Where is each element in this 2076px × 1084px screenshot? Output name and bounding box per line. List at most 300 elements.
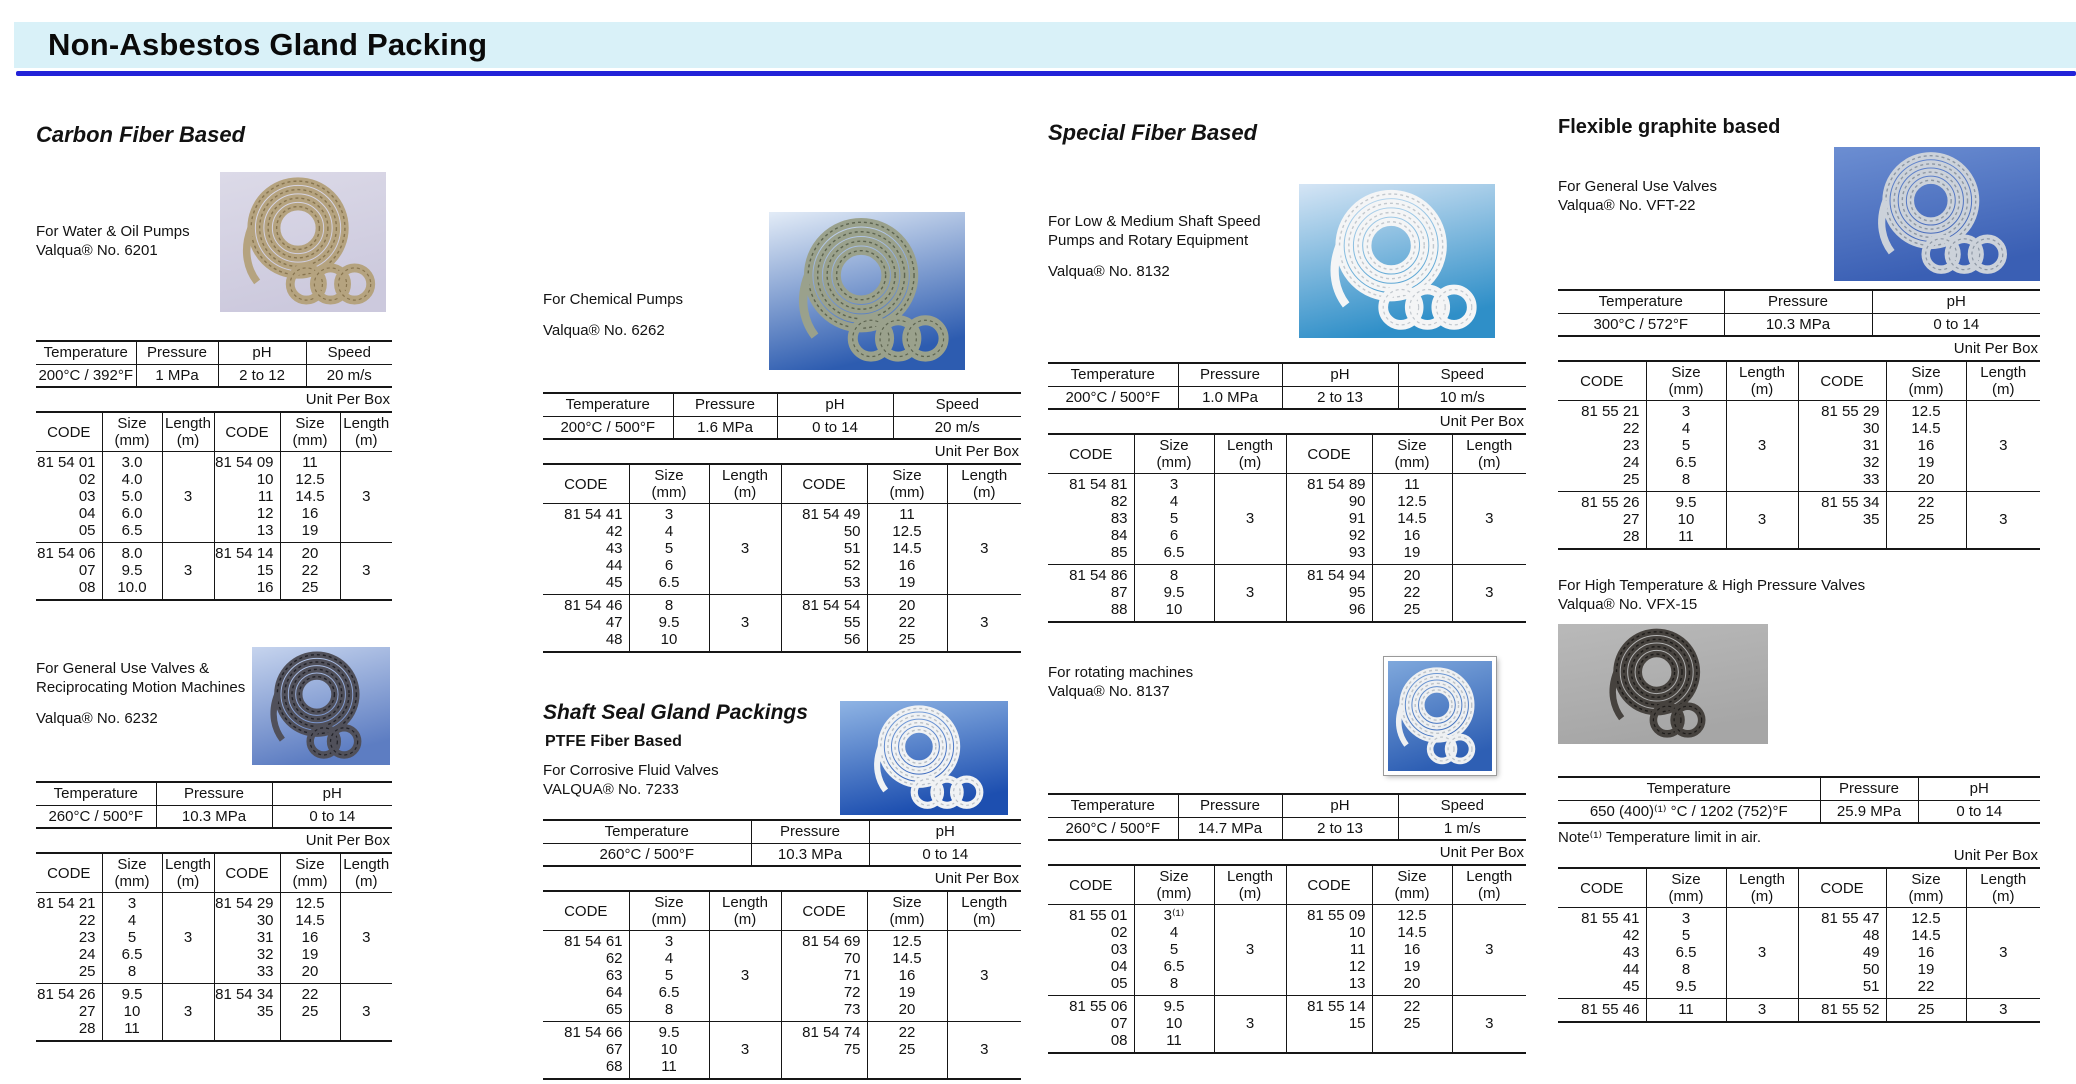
spec-value-cell: 200°C / 392°F	[38, 366, 134, 384]
length-cell: 3	[709, 1022, 781, 1080]
valqua-8137-desc-lines	[1048, 663, 1384, 701]
code-header-cell	[709, 464, 781, 504]
length-cell: 3	[1214, 996, 1286, 1054]
code-cell: 81 54 89 90 91 92 93	[1286, 474, 1372, 565]
code-header-cell	[1558, 361, 1646, 401]
unit-per-box-label: Unit Per Box	[305, 832, 390, 849]
unit-per-box-label: Unit Per Box	[1439, 413, 1524, 430]
code-header-line: CODE	[225, 864, 269, 882]
code-header-line: CODE	[1580, 372, 1624, 390]
spacer	[543, 309, 769, 321]
length-cell: 3	[1214, 474, 1286, 565]
valqua-vfx-15-note: Note⁽¹⁾ Temperature limit in air.	[1558, 829, 1761, 846]
code-header-line: Size	[1397, 437, 1427, 454]
code-header-cell	[1048, 865, 1134, 905]
code-cell: 81 54 81 82 83 84 85	[1069, 476, 1128, 561]
spec-value-row	[1048, 817, 1526, 840]
code-header-cell	[781, 891, 867, 931]
spec-header-cell: Pressure	[156, 782, 272, 805]
spec-value-cell: 2 to 13	[1282, 817, 1398, 840]
code-header-cell	[1798, 868, 1886, 908]
size-cell: 12.5 14.5 16 19 20	[1886, 401, 1966, 492]
spec-header-cell: pH	[1872, 290, 2040, 313]
code-header-line: (m)	[1750, 888, 1774, 905]
code-header-cell	[1966, 868, 2040, 908]
code-group-row	[1558, 492, 2040, 550]
valqua-6232-desc-lines	[36, 659, 252, 728]
code-header-line: (mm)	[1156, 885, 1192, 902]
valqua-8132	[1048, 184, 1526, 623]
length-cell: 3	[1966, 492, 2040, 550]
length-cell: 3	[1214, 905, 1286, 996]
length-cell: 3	[947, 931, 1021, 1022]
valqua-7233-top	[543, 701, 1021, 815]
code-header-line: Size	[1911, 364, 1941, 381]
code-cell: 81 54 06 07 08	[36, 543, 102, 601]
valqua-vft-22	[1558, 147, 2040, 550]
unit-per-box-label: Unit Per Box	[1439, 844, 1524, 861]
desc-line: For Chemical Pumps	[543, 291, 684, 308]
spec-value-cell: 0 to 14	[777, 416, 893, 439]
size-cell: 3 4 5 6.5 8	[102, 893, 162, 984]
code-header-line: Length	[1739, 871, 1785, 888]
code-header-cell	[280, 853, 340, 893]
carbon-fiber-heading: Carbon Fiber Based	[36, 122, 246, 147]
code-header-line: (mm)	[889, 911, 925, 928]
valqua-6232-description	[36, 647, 252, 728]
length-cell: 3	[709, 595, 781, 653]
code-header-line: CODE	[802, 902, 846, 920]
spec-value-cell: 260°C / 500°F	[48, 807, 144, 825]
desc-line: For rotating machines	[1048, 664, 1194, 681]
spec-value-row	[1558, 313, 2040, 336]
code-header-line: CODE	[47, 423, 91, 441]
spec-value-cell: 1.6 MPa	[673, 416, 777, 439]
code-group-row	[543, 595, 1021, 653]
length-cell: 3	[1726, 908, 1798, 999]
code-header-line: Length	[722, 467, 768, 484]
spec-value-cell: 300°C / 572°F	[1593, 315, 1689, 333]
code-header-line: Length	[1227, 868, 1273, 885]
code-table	[1048, 433, 1526, 623]
code-header-cell	[1646, 868, 1726, 908]
packing-coil-graphic	[220, 172, 386, 312]
valqua-vfx-15	[1558, 576, 2040, 1023]
code-group-row	[1558, 908, 2040, 999]
length-cell: 3	[1966, 999, 2040, 1023]
spec-header-cell: Temperature	[36, 341, 136, 364]
length-cell: 3	[1452, 905, 1526, 996]
code-header-cell	[1452, 434, 1526, 474]
size-cell: 22 25	[1372, 996, 1452, 1054]
size-cell: 11 12.5 14.5 16 19	[1372, 474, 1452, 565]
code-header-cell	[102, 853, 162, 893]
code-header-line: Length	[961, 467, 1008, 484]
desc-line: Valqua® No. 8137	[1048, 683, 1170, 700]
code-header-cell	[867, 891, 947, 931]
spec-value-row	[36, 364, 392, 387]
unit-per-box-label: Unit Per Box	[934, 870, 1019, 887]
size-cell: 8.0 9.5 10.0	[102, 543, 162, 601]
spec-header-cell: Temperature	[543, 393, 673, 416]
length-cell: 3	[340, 893, 392, 984]
valqua-8137	[1048, 657, 1526, 1054]
desc-line: Pumps and Rotary Equipment	[1048, 232, 1249, 249]
code-header-line: Size	[892, 467, 922, 484]
code-header-line: (m)	[1478, 454, 1501, 471]
code-header-line: Size	[1159, 868, 1189, 885]
valqua-7233-photo	[840, 701, 1008, 815]
spec-value-row	[543, 416, 1021, 439]
spec-value-cell: 10 m/s	[1398, 386, 1526, 409]
spec-value-cell: 20 m/s	[893, 416, 1021, 439]
size-cell: 22 25	[1886, 492, 1966, 550]
code-header-cell	[1214, 434, 1286, 474]
code-header-line: CODE	[47, 864, 91, 882]
code-table	[543, 890, 1021, 1080]
packing-coil-graphic	[1299, 184, 1495, 338]
valqua-7233-description	[543, 701, 840, 799]
code-header-cell	[1452, 865, 1526, 905]
length-cell: 3	[162, 452, 214, 543]
code-header-cell	[543, 464, 629, 504]
spec-header-row	[36, 782, 392, 805]
size-cell: 3 4 5 6 6.5	[1134, 474, 1214, 565]
size-cell: 12.5 14.5 16 19 22	[1886, 908, 1966, 999]
spec-value-cell: 1 MPa	[136, 364, 218, 387]
spec-header-cell: Pressure	[1178, 363, 1282, 386]
desc-line: For High Temperature & High Pressure Valves	[1558, 577, 1866, 594]
spec-value-cell: 260°C / 500°F	[599, 845, 695, 863]
size-cell: 3 4 5 6.5 8	[1646, 401, 1726, 492]
spec-value-row	[543, 843, 1021, 866]
spec-header-row	[1558, 777, 2040, 800]
code-group-row	[36, 452, 392, 543]
packing-coil-graphic	[252, 647, 390, 765]
spec-header-cell: Pressure	[673, 393, 777, 416]
valqua-8132-description	[1048, 184, 1299, 281]
code-header-line: CODE	[1069, 876, 1113, 894]
code-header-line: Length	[165, 415, 211, 432]
code-group-row	[543, 504, 1021, 595]
code-header-cell	[1886, 361, 1966, 401]
code-header-line: Length	[1466, 868, 1513, 885]
packing-coil-graphic	[769, 212, 965, 370]
desc-line: Valqua® No. VFX-15	[1558, 596, 1698, 613]
length-cell: 3	[1452, 996, 1526, 1054]
code-header-row	[1558, 868, 2040, 908]
special-fiber-column	[1048, 76, 1526, 1054]
valqua-6232-photo	[252, 647, 390, 765]
code-table	[36, 411, 392, 601]
code-group-row	[36, 984, 392, 1042]
spec-table	[543, 392, 1021, 440]
code-header-line: Length	[1980, 871, 2027, 888]
length-cell: 3	[1966, 401, 2040, 492]
code-group-row	[1048, 996, 1526, 1054]
code-header-line: (mm)	[889, 484, 925, 501]
spec-header-cell: Speed	[1398, 363, 1526, 386]
flexible-graphite-heading: Flexible graphite based	[1558, 116, 1781, 138]
spec-value-cell: 0 to 14	[1872, 313, 2040, 336]
size-cell: 8 9.5 10	[629, 595, 709, 653]
code-header-line: Size	[117, 856, 147, 873]
code-header-cell	[629, 464, 709, 504]
spec-header-cell: Speed	[1398, 794, 1526, 817]
valqua-7233-desc-lines	[543, 761, 840, 799]
code-cell: 81 54 74 75	[781, 1022, 867, 1080]
valqua-8132-top	[1048, 184, 1526, 338]
valqua-6232	[36, 647, 392, 1042]
code-header-cell	[543, 891, 629, 931]
spec-value-row	[1558, 800, 2040, 823]
code-header-line: (m)	[1238, 885, 1262, 902]
desc-line: For Corrosive Fluid Valves	[543, 762, 719, 779]
size-cell: 9.5 10 11	[102, 984, 162, 1042]
code-header-line: CODE	[1580, 879, 1624, 897]
length-cell: 3	[947, 1022, 1021, 1080]
code-header-line: (m)	[1238, 454, 1262, 471]
code-header-cell	[947, 891, 1021, 931]
code-cell: 81 54 66 67 68	[543, 1022, 629, 1080]
valqua-8132-desc-lines	[1048, 212, 1299, 281]
spec-header-cell: pH	[869, 820, 1021, 843]
spec-header-row	[1048, 794, 1526, 817]
code-header-cell	[340, 853, 392, 893]
desc-line: Valqua® No. 6262	[543, 322, 665, 339]
spec-header-cell: pH	[218, 341, 306, 364]
code-header-line: Size	[654, 894, 684, 911]
code-header-cell	[280, 412, 340, 452]
spec-value-cell: 20 m/s	[306, 364, 392, 387]
length-cell: 3	[1966, 908, 2040, 999]
code-header-line: CODE	[225, 423, 269, 441]
spec-header-cell: Pressure	[1724, 290, 1872, 313]
valqua-8137-photo	[1384, 657, 1496, 775]
spec-header-cell: Temperature	[543, 820, 751, 843]
code-header-cell	[1048, 434, 1134, 474]
spec-value-cell: 25.9 MPa	[1820, 800, 1918, 823]
spec-header-cell: Temperature	[1558, 290, 1724, 313]
code-cell: 81 54 09 10 11 12 13	[214, 452, 280, 543]
size-cell: 20 22 25	[1372, 565, 1452, 623]
length-cell: 3	[340, 984, 392, 1042]
valqua-6262	[543, 212, 1021, 653]
code-header-line: Size	[117, 415, 147, 432]
spec-header-row	[543, 820, 1021, 843]
size-cell: 3⁽¹⁾ 4 5 6.5 8	[1134, 905, 1214, 996]
code-header-line: (mm)	[651, 911, 687, 928]
code-cell: 81 54 86 87 88	[1048, 565, 1134, 623]
code-header-line: (m)	[1992, 888, 2015, 905]
code-header-line: CODE	[1307, 445, 1351, 463]
valqua-vfx-15-photo	[1558, 624, 2010, 744]
length-cell: 3	[1214, 565, 1286, 623]
code-header-line: Size	[1159, 437, 1189, 454]
code-header-line: Length	[1466, 437, 1513, 454]
size-cell: 12.5 14.5 16 19 20	[1372, 905, 1452, 996]
code-header-line: (mm)	[1394, 885, 1430, 902]
code-header-cell	[1966, 361, 2040, 401]
code-header-cell	[1214, 865, 1286, 905]
length-cell: 3	[1726, 401, 1798, 492]
code-header-cell	[36, 853, 102, 893]
code-group-row	[1558, 401, 2040, 492]
code-header-cell	[781, 464, 867, 504]
code-header-cell	[162, 853, 214, 893]
code-header-line: (mm)	[1908, 888, 1944, 905]
code-header-cell	[340, 412, 392, 452]
size-cell: 20 22 25	[280, 543, 340, 601]
code-header-line: Length	[1980, 364, 2027, 381]
spec-header-cell: pH	[1282, 794, 1398, 817]
size-cell: 20 22 25	[867, 595, 947, 653]
code-header-row	[1048, 434, 1526, 474]
carbon-fiber-column	[36, 76, 392, 1042]
code-header-cell	[947, 464, 1021, 504]
code-header-cell	[1286, 434, 1372, 474]
title-banner	[14, 22, 2076, 68]
spec-header-cell: Pressure	[1178, 794, 1282, 817]
valqua-8132-photo	[1299, 184, 1495, 338]
valqua-6201	[36, 172, 392, 601]
desc-line: VALQUA® No. 7233	[543, 781, 679, 798]
code-cell: 81 55 01 02 03 04 05	[1069, 907, 1128, 992]
code-header-row	[1558, 361, 2040, 401]
valqua-6262-photo	[769, 212, 965, 370]
spec-table	[543, 819, 1021, 867]
code-cell: 81 55 46	[1558, 999, 1646, 1023]
size-cell: 12.5 14.5 16 19 20	[867, 931, 947, 1022]
length-cell: 3	[1726, 999, 1798, 1023]
code-cell: 81 54 21 22 23 24 25	[37, 895, 96, 980]
code-group-row	[543, 931, 1021, 1022]
spec-value-cell: 200°C / 500°F	[1065, 388, 1161, 406]
valqua-6201-desc-lines	[36, 222, 220, 260]
spec-table	[1048, 362, 1526, 410]
valqua-6201-top	[36, 172, 392, 312]
size-cell: 8 9.5 10	[1134, 565, 1214, 623]
unit-per-box-label: Unit Per Box	[1953, 340, 2038, 357]
valqua-6232-top	[36, 647, 392, 765]
code-cell: 81 54 29 30 31 32 33	[214, 893, 280, 984]
desc-line: Valqua® No. 6232	[36, 710, 158, 727]
code-cell: 81 55 29 30 31 32 33	[1798, 401, 1886, 492]
code-cell: 81 54 61 62 63 64 65	[564, 933, 623, 1018]
code-header-cell	[1372, 434, 1452, 474]
code-cell: 81 54 14 15 16	[214, 543, 280, 601]
desc-line: For General Use Valves	[1558, 178, 1717, 195]
code-group-row	[1558, 999, 2040, 1023]
code-group-row	[36, 543, 392, 601]
code-header-line: (m)	[1992, 381, 2015, 398]
spec-value-cell: 10.3 MPa	[751, 843, 869, 866]
code-cell: 81 54 01 02 03 04 05	[37, 454, 96, 539]
valqua-vft-22-desc-lines	[1558, 177, 1834, 215]
code-cell: 81 54 26 27 28	[36, 984, 102, 1042]
code-header-line: Length	[165, 856, 211, 873]
code-header-line: (mm)	[651, 484, 687, 501]
code-header-line: CODE	[564, 902, 608, 920]
code-cell: 81 54 34 35	[214, 984, 280, 1042]
unit-per-box-label: Unit Per Box	[1953, 847, 2038, 864]
length-cell: 3	[162, 893, 214, 984]
size-cell: 3 5 6.5 8 9.5	[1646, 908, 1726, 999]
page-title: Non-Asbestos Gland Packing	[48, 27, 488, 62]
size-cell: 3 4 5 6 6.5	[629, 504, 709, 595]
code-header-line: (m)	[176, 873, 200, 890]
packing-coil-graphic	[1834, 147, 2040, 281]
size-cell: 9.5 10 11	[629, 1022, 709, 1080]
size-cell: 9.5 10 11	[1134, 996, 1214, 1054]
size-cell: 9.5 10 11	[1646, 492, 1726, 550]
spec-value-cell: 14.7 MPa	[1178, 817, 1282, 840]
code-header-cell	[1726, 361, 1798, 401]
spec-value-cell: 10.3 MPa	[1724, 313, 1872, 336]
size-cell: 22 25	[867, 1022, 947, 1080]
code-header-line: (mm)	[114, 873, 150, 890]
code-header-line: Size	[892, 894, 922, 911]
code-header-line: (mm)	[292, 432, 328, 449]
spec-header-cell: Temperature	[1048, 794, 1178, 817]
code-header-row	[36, 412, 392, 452]
valqua-vft-22-photo	[1834, 147, 2040, 281]
spec-value-row	[1048, 386, 1526, 409]
spec-value-cell: 260°C / 500°F	[1065, 819, 1161, 837]
valqua-6262-top	[543, 212, 1021, 370]
code-header-row	[543, 464, 1021, 504]
spacer	[36, 697, 252, 709]
spacer	[1048, 250, 1299, 262]
code-header-cell	[1886, 868, 1966, 908]
desc-line: Valqua® No. 8132	[1048, 263, 1170, 280]
code-header-line: (mm)	[1908, 381, 1944, 398]
code-cell: 81 54 69 70 71 72 73	[781, 931, 867, 1022]
code-header-line: (mm)	[1156, 454, 1192, 471]
spec-header-row	[543, 393, 1021, 416]
valqua-vfx-15-top	[1558, 576, 2040, 744]
code-header-cell	[1134, 434, 1214, 474]
code-header-line: Size	[1671, 871, 1701, 888]
code-group-row	[36, 893, 392, 984]
code-header-row	[1048, 865, 1526, 905]
code-header-cell	[867, 464, 947, 504]
code-header-cell	[214, 412, 280, 452]
code-header-line: Size	[295, 415, 325, 432]
code-header-line: (mm)	[1668, 888, 1704, 905]
code-header-line: CODE	[1820, 372, 1864, 390]
code-header-line: Length	[1227, 437, 1273, 454]
code-header-line: Size	[1911, 871, 1941, 888]
code-header-line: (mm)	[1668, 381, 1704, 398]
desc-line: Reciprocating Motion Machines	[36, 679, 246, 696]
length-cell: 3	[947, 504, 1021, 595]
spec-table	[1558, 776, 2040, 824]
valqua-6201-description	[36, 172, 220, 260]
code-header-row	[36, 853, 392, 893]
code-header-cell	[1646, 361, 1726, 401]
code-header-cell	[629, 891, 709, 931]
code-header-line: (m)	[176, 432, 200, 449]
spec-table	[36, 781, 392, 829]
spec-value-cell: 200°C / 500°F	[560, 418, 656, 436]
spec-value-cell: 2 to 12	[218, 364, 306, 387]
length-cell: 3	[1452, 474, 1526, 565]
valqua-7233-subheading: PTFE Fiber Based	[545, 733, 682, 750]
desc-line: For Water & Oil Pumps	[36, 223, 190, 240]
code-header-line: Size	[1397, 868, 1427, 885]
length-cell: 3	[1726, 492, 1798, 550]
